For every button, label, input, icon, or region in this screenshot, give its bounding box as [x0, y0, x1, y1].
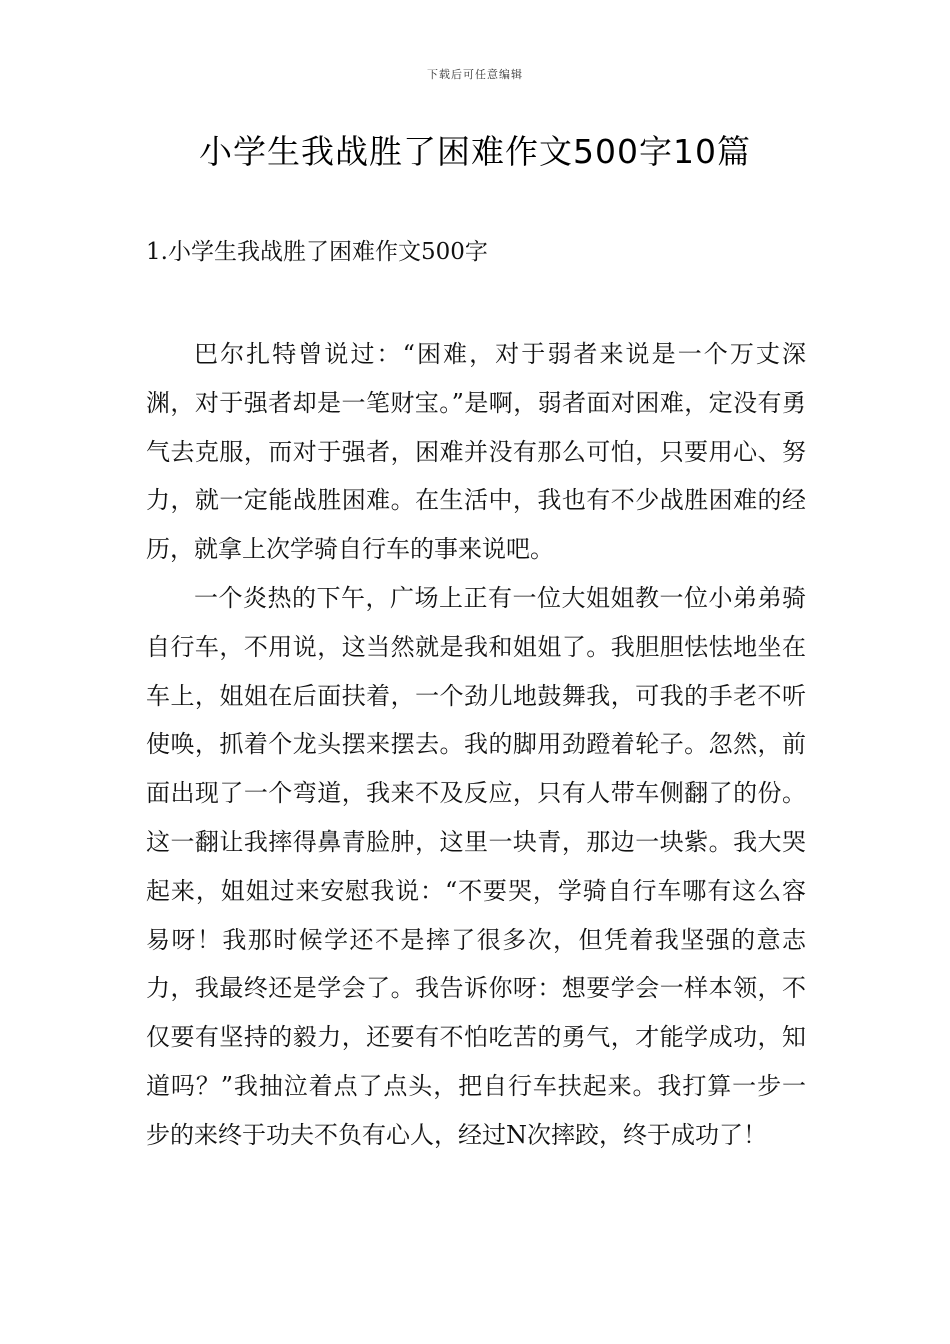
paragraph-2: 一个炎热的下午，广场上正有一位大姐姐教一位小弟弟骑自行车，不用说，这当然就是我和姐姐了。我胆胆怯怯地坐在车上，姐姐在后面扶着，一个劲儿地鼓舞我，可我的手老不听使唤，抓着个龙头摆来摆去。我的脚用劲蹬着轮子。忽然，前面出现了一个弯道，我来不及反应，只有人带车侧翻了的份。这一翻让我摔得鼻青脸肿，这里一块青，那边一块紫。我大哭起来，姐姐过来安慰我说：“不要哭，学骑自行车哪有这么容易呀！我那时候学还不是摔了很多次，但凭着我坚强的意志力，我最终还是学会了。我告诉你呀：想要学会一样本领，不仅要有坚持的毅力，还要有不怕吃苦的勇气，才能学成功，知道吗？”我抽泣着点了点头，把自行车扶起来。我打算一步一步的来终于功夫不负有心人，经过N次摔跤，终于成功了！	[146, 583, 806, 1149]
document-title: 小学生我战胜了困难作文500字10篇	[199, 132, 751, 171]
section-heading: 1.小学生我战胜了困难作文500字	[146, 239, 488, 265]
header-note: 下载后可任意编辑	[427, 68, 523, 81]
paragraph-1: 巴尔扎特曾说过：“困难，对于弱者来说是一个万丈深渊，对于强者却是一笔财宝。”是啊，弱者面对困难，定没有勇气去克服，而对于强者，困难并没有那么可怕，只要用心、努力，就一定能战胜困难。在生活中，我也有不少战胜困难的经历，就拿上次学骑自行车的事来说吧。	[146, 340, 806, 564]
body-text	[146, 330, 806, 1160]
